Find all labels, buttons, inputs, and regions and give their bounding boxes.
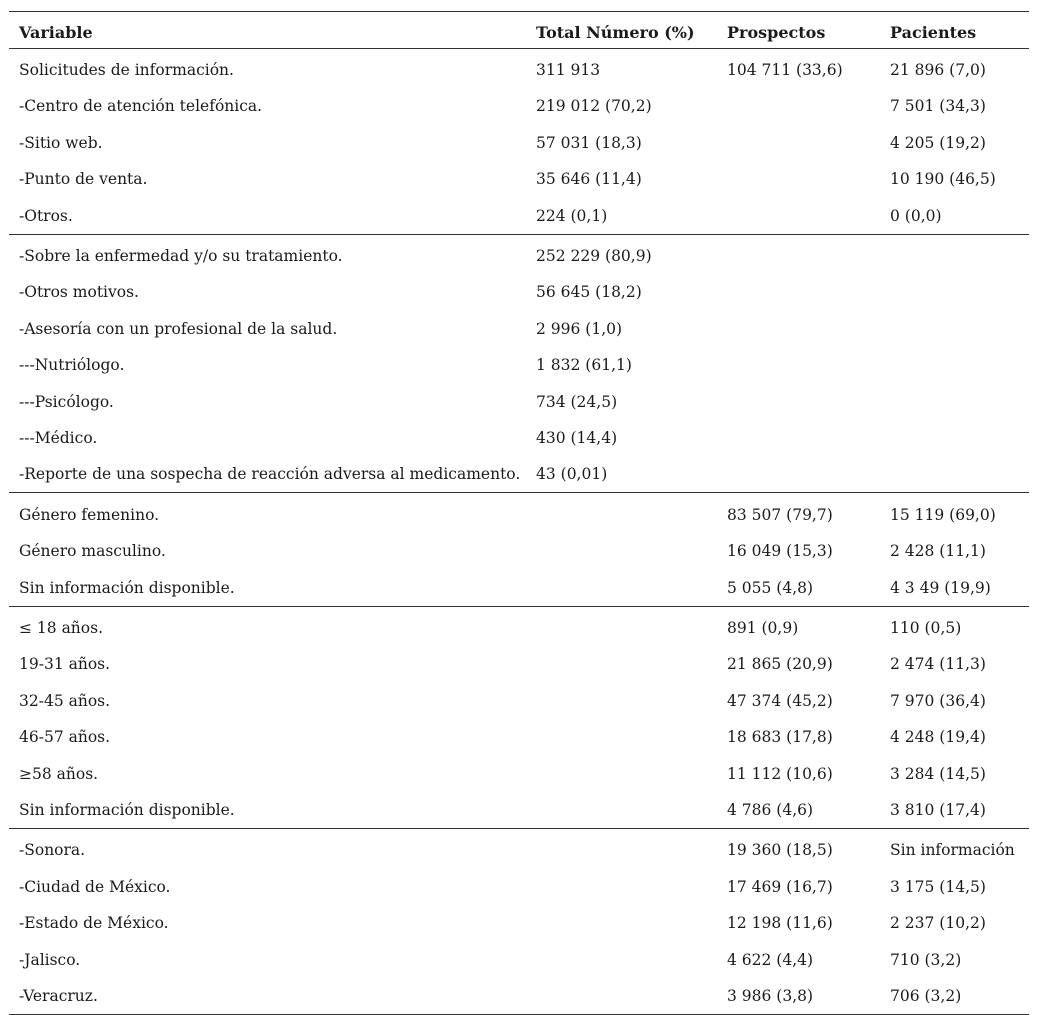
table-row xyxy=(9,647,1029,681)
table-row xyxy=(9,870,1029,904)
table-row-col-0: -Jalisco. xyxy=(19,950,81,969)
table-row-col-2: 891 (0,9) xyxy=(727,619,799,637)
top-rule xyxy=(9,11,1029,12)
table-row-col-2: 11 112 (10,6) xyxy=(727,764,833,783)
section-rule xyxy=(9,606,1029,607)
table-row xyxy=(9,571,1029,605)
table-row xyxy=(9,943,1029,977)
table-row xyxy=(9,348,1029,382)
section-rule xyxy=(9,828,1029,829)
header-row-col-0: Variable xyxy=(19,23,93,42)
table-row-col-2: 17 469 (16,7) xyxy=(727,877,833,896)
table-row xyxy=(9,199,1029,233)
table-row-col-0: 32-45 años. xyxy=(19,691,111,710)
table-row-col-2: 12 198 (11,6) xyxy=(727,914,833,933)
table-row-col-0: 46-57 años. xyxy=(19,728,111,747)
table-row-col-3: 3 284 (14,5) xyxy=(890,764,986,783)
table-row xyxy=(9,385,1029,419)
table-row-col-3: 7 970 (36,4) xyxy=(890,691,986,710)
table-row-col-3: 2 428 (11,1) xyxy=(890,542,986,561)
table-row xyxy=(9,833,1029,867)
section-rule xyxy=(9,234,1029,235)
table-row xyxy=(9,126,1029,160)
table-row xyxy=(9,312,1029,346)
table-row-col-3: 0 (0,0) xyxy=(890,206,942,225)
table-row-col-1: 219 012 (70,2) xyxy=(536,97,652,116)
table-row-col-2: 3 986 (3,8) xyxy=(727,987,814,1005)
table-row-col-0: ---Médico. xyxy=(19,429,98,447)
table-row xyxy=(9,457,1029,491)
table-row-col-1: 734 (24,5) xyxy=(536,392,618,411)
table-row xyxy=(9,757,1029,791)
table-row-col-1: 56 645 (18,2) xyxy=(536,283,642,302)
table-row-col-2: 104 711 (33,6) xyxy=(727,61,843,79)
table-row-col-1: 43 (0,01) xyxy=(536,465,608,484)
table-row xyxy=(9,498,1029,532)
header-row-col-3: Pacientes xyxy=(890,23,977,42)
table-row-col-0: -Reporte de una sospecha de reacción adversa al medicamento. xyxy=(19,465,521,484)
table-row xyxy=(9,239,1029,273)
table-row-col-0: 19-31 años. xyxy=(19,655,111,674)
table-row-col-0: -Sitio web. xyxy=(19,133,103,152)
table-row-col-3: 10 190 (46,5) xyxy=(890,170,996,189)
table-row-col-3: 4 248 (19,4) xyxy=(890,728,986,747)
table-row-col-0: Sin información disponible. xyxy=(19,578,235,597)
table-row-col-3: 2 237 (10,2) xyxy=(890,914,986,933)
header-row xyxy=(9,16,1029,50)
table-row-col-0: Solicitudes de información. xyxy=(19,61,234,79)
table-row xyxy=(9,793,1029,827)
table-row-col-3: 7 501 (34,3) xyxy=(890,97,986,116)
table-row-col-3: 706 (3,2) xyxy=(890,987,962,1005)
table-row-col-0: ---Psicólogo. xyxy=(19,392,114,411)
table-row xyxy=(9,421,1029,455)
table-row-col-2: 19 360 (18,5) xyxy=(727,841,833,860)
table-row xyxy=(9,611,1029,645)
table-row-col-0: ---Nutriólogo. xyxy=(19,356,125,375)
table-row-col-0: -Ciudad de México. xyxy=(19,877,171,896)
table-row-col-0: Sin información disponible. xyxy=(19,801,235,819)
table-row xyxy=(9,162,1029,196)
table-row-col-0: -Asesoría con un profesional de la salud. xyxy=(19,319,338,338)
table-row xyxy=(9,684,1029,718)
table-row-col-3: 21 896 (7,0) xyxy=(890,61,986,79)
table-row-col-0: -Sobre la enfermedad y/o su tratamiento. xyxy=(19,247,343,265)
table-row-col-1: 35 646 (11,4) xyxy=(536,170,642,189)
table-row xyxy=(9,53,1029,87)
table-row xyxy=(9,275,1029,309)
table-row-col-3: 110 (0,5) xyxy=(890,619,962,637)
table-row-col-3: 710 (3,2) xyxy=(890,950,962,969)
table-row-col-3: 4 3 49 (19,9) xyxy=(890,578,991,597)
table-row-col-0: -Otros. xyxy=(19,206,73,225)
table-row-col-3: 3 810 (17,4) xyxy=(890,801,986,819)
table-row-col-0: -Veracruz. xyxy=(19,987,98,1005)
table-row-col-3: 4 205 (19,2) xyxy=(890,133,986,152)
table-row xyxy=(9,534,1029,568)
table-row-col-3: Sin información xyxy=(890,841,1015,860)
table-row-col-1: 224 (0,1) xyxy=(536,206,608,225)
table-row xyxy=(9,720,1029,754)
table-row-col-1: 1 832 (61,1) xyxy=(536,356,632,375)
table-row-col-1: 311 913 xyxy=(536,61,601,79)
table-row-col-1: 252 229 (80,9) xyxy=(536,247,652,265)
header-rule xyxy=(9,48,1029,49)
table-row-col-2: 4 622 (4,4) xyxy=(727,950,814,969)
table-row-col-1: 57 031 (18,3) xyxy=(536,133,642,152)
table-row-col-0: -Estado de México. xyxy=(19,914,169,933)
table-row-col-0: -Punto de venta. xyxy=(19,170,148,189)
table-row xyxy=(9,906,1029,940)
table-row-col-1: 2 996 (1,0) xyxy=(536,319,623,338)
table-row-col-2: 83 507 (79,7) xyxy=(727,505,833,524)
table-row-col-2: 5 055 (4,8) xyxy=(727,578,814,597)
header-row-col-1: Total Número (%) xyxy=(536,23,695,42)
section-rule xyxy=(9,492,1029,493)
table-row-col-1: 430 (14,4) xyxy=(536,429,618,447)
table-row-col-3: 15 119 (69,0) xyxy=(890,505,996,524)
header-row-col-2: Prospectos xyxy=(727,23,826,42)
table-row xyxy=(9,89,1029,123)
table-row-col-3: 3 175 (14,5) xyxy=(890,877,986,896)
table-row-col-0: Género masculino. xyxy=(19,542,166,561)
table-row-col-2: 18 683 (17,8) xyxy=(727,728,833,747)
table-row-col-2: 16 049 (15,3) xyxy=(727,542,833,561)
table-row-col-0: Género femenino. xyxy=(19,505,160,524)
table-row-col-3: 2 474 (11,3) xyxy=(890,655,986,674)
table-row-col-0: -Otros motivos. xyxy=(19,283,139,302)
table-row-col-0: -Centro de atención telefónica. xyxy=(19,97,263,116)
table-row-col-2: 4 786 (4,6) xyxy=(727,801,814,819)
table-row-col-2: 21 865 (20,9) xyxy=(727,655,833,674)
table-row-col-0: ≤ 18 años. xyxy=(19,619,104,637)
table-row-col-0: -Sonora. xyxy=(19,841,86,860)
table-row-col-0: ≥58 años. xyxy=(19,764,99,783)
table-row-col-2: 47 374 (45,2) xyxy=(727,691,833,710)
